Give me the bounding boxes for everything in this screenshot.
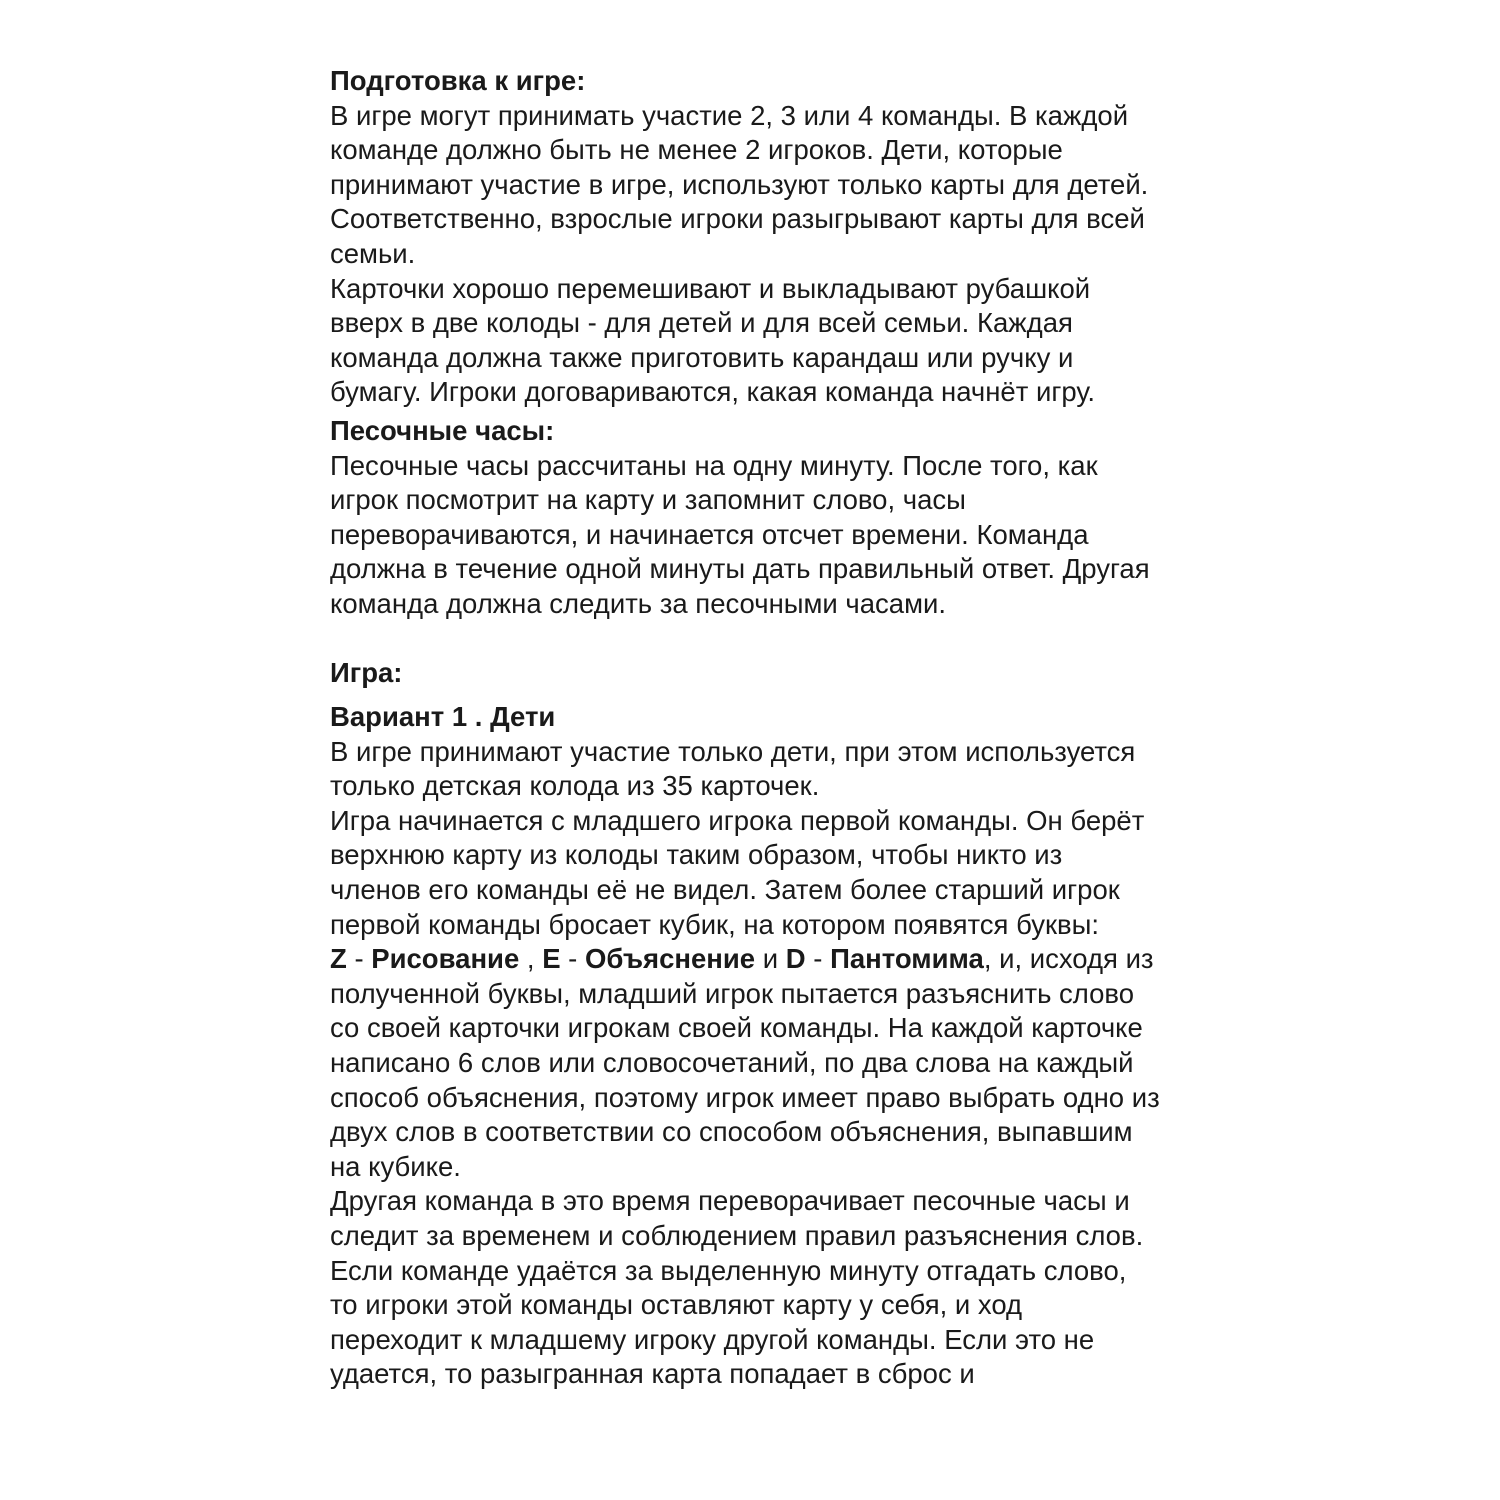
text-line: Соответственно, взрослые игроки разыгрывают карты для всей	[330, 203, 1145, 235]
mode-pantomime: Пантомима	[830, 943, 984, 975]
text-line: бумагу. Игроки договариваются, какая команда начнёт игру.	[330, 376, 1095, 408]
text-line: принимают участие в игре, используют только карты для детей.	[330, 168, 1149, 200]
text-line: удается, то разыгранная карта попадает в сброс и	[330, 1358, 975, 1390]
prep-heading: Подготовка к игре:	[330, 65, 586, 96]
text-line: команда должна также приготовить карандаш или ручку и	[330, 341, 1074, 373]
text-line: В игре могут принимать участие 2, 3 или 4 команды. В каждой	[330, 99, 1129, 131]
letter-d: D	[785, 943, 806, 975]
text-line: только детская колода из 35 карточек.	[330, 770, 820, 802]
letter-z: Z	[330, 943, 347, 975]
game-heading: Игра:	[330, 656, 403, 688]
text-line: полученной буквы, младший игрок пытается разъяснить слово	[330, 977, 1135, 1009]
text-line: переходит к младшему игроку другой команды. Если это не	[330, 1323, 1095, 1355]
hourglass-paragraph	[330, 449, 1190, 622]
text-line: В игре принимают участие только дети, при этом используется	[330, 735, 1136, 767]
text-line: Если команде удаётся за выделенную минуту отгадать слово,	[330, 1254, 1127, 1286]
text-line: то игроки этой команды оставляют карту у себя, и ход	[330, 1289, 1023, 1321]
variant1-paragraph	[330, 735, 1190, 1392]
text-line: Песочные часы рассчитаны на одну минуту. После того, как	[330, 449, 1098, 481]
text-line: двух слов в соответствии со способом объяснения, выпавшим	[330, 1116, 1133, 1148]
text-line: способ объяснения, поэтому игрок имеет право выбрать одно из	[330, 1081, 1160, 1113]
document-page	[330, 64, 1190, 1392]
text-line: следит за временем и соблюдением правил разъяснения слов.	[330, 1220, 1144, 1251]
dash: -	[560, 943, 585, 975]
text-line: вверх в две колоды - для детей и для всей семьи. Каждая	[330, 307, 1073, 339]
dash: -	[805, 943, 831, 975]
text-line: на кубике.	[330, 1150, 461, 1182]
mode-drawing: Рисование	[371, 943, 520, 975]
hourglass-heading: Песочные часы:	[330, 414, 555, 446]
comma: ,	[519, 943, 543, 975]
conjunction: и	[755, 943, 786, 975]
text-line: должна в течение одной минуты дать правильный ответ. Другая	[330, 553, 1150, 585]
text-line: Карточки хорошо перемешивают и выкладывают рубашкой	[330, 272, 1091, 304]
text-line: команда должна следить за песочными часами.	[330, 587, 946, 619]
text-line: со своей карточки игрокам своей команды. На каждой карточке	[330, 1012, 1143, 1044]
variant1-heading: Вариант 1 . Дети	[330, 701, 556, 733]
dice-letters-line	[330, 942, 1190, 977]
letter-e: E	[542, 943, 561, 975]
text-line: Другая команда в это время переворачивает песочные часы и	[330, 1185, 1130, 1217]
text-line: верхнюю карту из колоды таким образом, чтобы никто из	[330, 839, 1063, 871]
mode-explanation: Объяснение	[584, 943, 756, 975]
text-line: команде должно быть не менее 2 игроков. Дети, которые	[330, 134, 1063, 166]
dash: -	[346, 943, 372, 975]
text-line: первой команды бросает кубик, на котором появятся буквы:	[330, 908, 1100, 940]
text-line: переворачиваются, и начинается отсчет времени. Команда	[330, 518, 1089, 550]
text-line: семьи.	[330, 237, 416, 269]
text-line: игрок посмотрит на карту и запомнит слово, часы	[330, 484, 966, 516]
text-line: членов его команды её не видел. Затем более старший игрок	[330, 874, 1120, 906]
line-tail: , и, исходя из	[983, 943, 1154, 975]
prep-paragraph	[330, 99, 1190, 410]
text-line: Игра начинается с младшего игрока первой команды. Он берёт	[330, 804, 1145, 836]
text-line: написано 6 слов или словосочетаний, по два слова на каждый	[330, 1047, 1134, 1079]
